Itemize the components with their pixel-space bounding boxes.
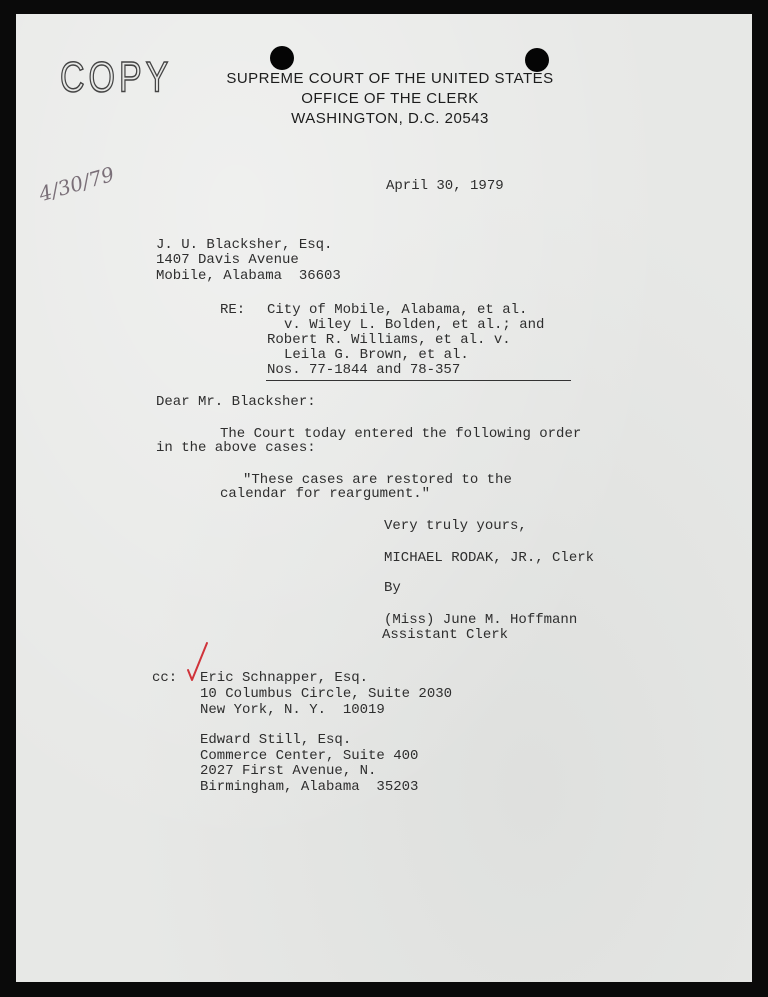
cc1-name: Eric Schnapper, Esq. <box>200 670 369 686</box>
re-case-numbers: Nos. 77-1844 and 78-357 <box>267 362 461 378</box>
punch-hole-left <box>270 46 294 70</box>
addressee-city: Mobile, Alabama 36603 <box>156 268 341 284</box>
salutation: Dear Mr. Blacksher: <box>156 394 316 410</box>
signer-name: MICHAEL RODAK, JR., Clerk <box>384 550 595 566</box>
signer-by: By <box>384 580 401 596</box>
addressee-name: J. U. Blacksher, Esq. <box>156 237 333 253</box>
addressee-street: 1407 Davis Avenue <box>156 252 299 268</box>
re-line-1: City of Mobile, Alabama, et al. <box>267 302 528 318</box>
header-office: OFFICE OF THE CLERK <box>301 90 479 107</box>
letter-date: April 30, 1979 <box>386 178 504 194</box>
assistant-name: (Miss) June M. Hoffmann <box>384 612 578 628</box>
cc2-street: 2027 First Avenue, N. <box>200 763 377 779</box>
cc1-street: 10 Columbus Circle, Suite 2030 <box>200 686 453 702</box>
valediction: Very truly yours, <box>384 518 527 534</box>
cc2-city: Birmingham, Alabama 35203 <box>200 779 419 795</box>
header-address: WASHINGTON, D.C. 20543 <box>291 110 489 127</box>
re-label: RE: <box>220 302 246 318</box>
cc-label: cc: <box>152 670 178 686</box>
re-line-4: Leila G. Brown, et al. <box>284 347 469 363</box>
cc2-org: Commerce Center, Suite 400 <box>200 748 419 764</box>
order-quote-2: calendar for reargument." <box>220 486 431 502</box>
letter-page <box>16 14 752 982</box>
re-underline <box>266 380 571 381</box>
body-line-1: The Court today entered the following order <box>220 426 582 442</box>
order-quote-1: "These cases are restored to the <box>243 472 512 488</box>
assistant-title: Assistant Clerk <box>382 627 509 643</box>
body-line-2: in the above cases: <box>156 440 316 456</box>
cc2-name: Edward Still, Esq. <box>200 732 352 748</box>
punch-hole-right <box>525 48 549 72</box>
handwritten-date-note: 4/30/79 <box>36 161 117 207</box>
header-court: SUPREME COURT OF THE UNITED STATES <box>226 70 554 87</box>
copy-stamp: COPY <box>60 54 173 102</box>
re-line-3: Robert R. Williams, et al. v. <box>267 332 511 348</box>
cc1-city: New York, N. Y. 10019 <box>200 702 385 718</box>
re-line-2: v. Wiley L. Bolden, et al.; and <box>284 317 545 333</box>
